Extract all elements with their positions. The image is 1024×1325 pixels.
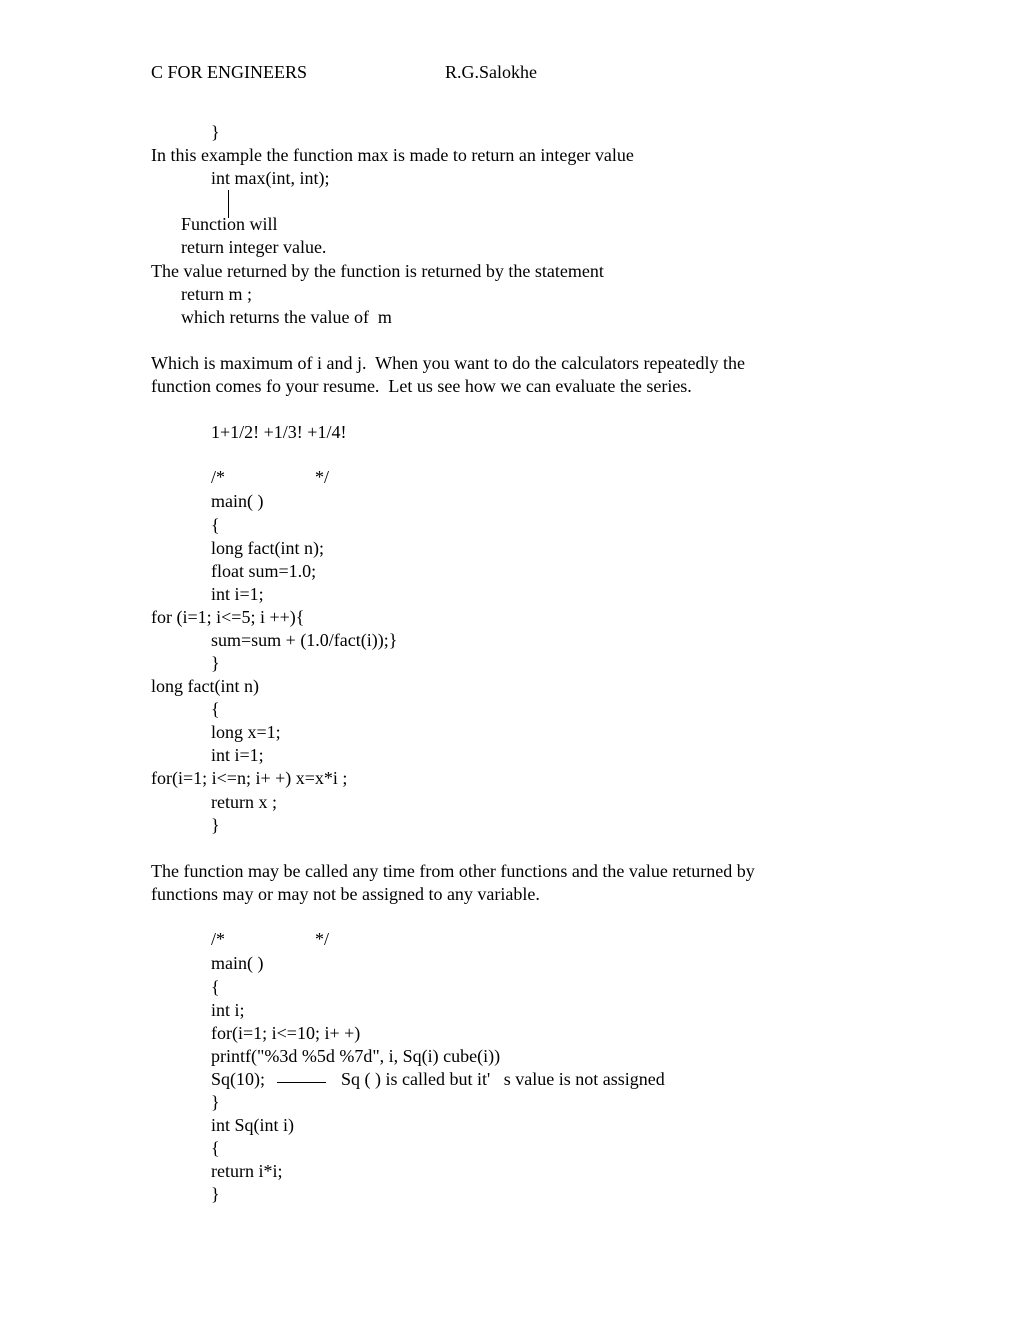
header-author: R.G.Salokhe [445,62,537,82]
code-line: sum=sum + (1.0/fact(i));} [211,630,398,650]
series-expression: 1+1/2! +1/3! +1/4! [211,422,347,442]
paragraph-text: which returns the value of m [181,307,392,327]
code-line: { [211,515,220,535]
code-comment: /* */ [211,467,330,487]
code-line: return m ; [181,284,252,304]
code-line: main( ) [211,953,264,973]
code-line: } [211,653,220,673]
code-line: long x=1; [211,722,281,742]
code-line: int max(int, int); [211,168,330,188]
code-line: } [211,815,220,835]
paragraph-text: The function may be called any time from other functions and the value returned by [151,861,755,881]
code-line: int i=1; [211,745,264,765]
paragraph-text: functions may or may not be assigned to any variable. [151,884,540,904]
code-line: float sum=1.0; [211,561,317,581]
annotation-text: Function will [181,214,278,234]
code-line: int i=1; [211,584,264,604]
code-line: } [211,1092,220,1112]
code-close-brace: } [211,122,220,142]
code-line: return i*i; [211,1161,283,1181]
code-line: { [211,699,220,719]
code-line: printf("%3d %5d %7d", i, Sq(i) cube(i)) [211,1046,501,1066]
header-book-title: C FOR ENGINEERS [151,62,308,82]
paragraph-text: function comes fo your resume. Let us see how we can evaluate the series. [151,376,692,396]
code-line: return x ; [211,792,277,812]
code-line: for(i=1; i<=n; i+ +) x=x*i ; [151,768,348,788]
code-line: long fact(int n) [151,676,259,696]
code-line: long fact(int n); [211,538,324,558]
code-line: { [211,977,220,997]
code-line: for(i=1; i<=10; i+ +) [211,1023,361,1043]
code-line: for (i=1; i<=5; i ++){ [151,607,305,627]
annotation-text: Sq ( ) is called but it' s value is not assigned [341,1069,665,1089]
annotation-pointer-line [277,1082,326,1083]
code-line: Sq(10); [211,1069,265,1089]
paragraph-text: In this example the function max is made to return an integer value [151,145,634,165]
code-line: } [211,1184,220,1204]
code-line: main( ) [211,491,264,511]
code-line: { [211,1138,220,1158]
annotation-text: return integer value. [181,237,327,257]
code-comment: /* */ [211,929,330,949]
code-line: int Sq(int i) [211,1115,295,1135]
code-line: int i; [211,1000,245,1020]
paragraph-text: The value returned by the function is returned by the statement [151,261,604,281]
paragraph-text: Which is maximum of i and j. When you want to do the calculators repeatedly the [151,353,745,373]
